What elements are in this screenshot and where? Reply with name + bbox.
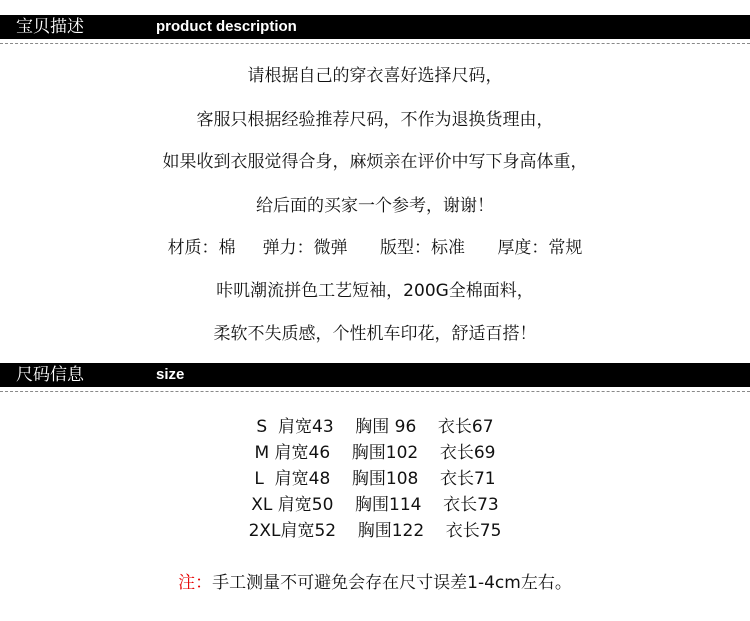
description-line-6: 咔叽潮流拼色工艺短袖，200G全棉面料， bbox=[216, 281, 534, 301]
description-line-7: 柔软不失质感，个性机车印花，舒适百搭！ bbox=[213, 324, 537, 344]
description-line-2: 客服只根据经验推荐尺码，不作为退换货理由， bbox=[196, 110, 554, 130]
product-description-title-cn: 宝贝描述 bbox=[16, 17, 84, 37]
product-description-title-en: product description bbox=[156, 18, 297, 35]
size-row-xl: XL 肩宽50 胸围114 衣长73 bbox=[251, 495, 499, 515]
description-line-3: 如果收到衣服觉得合身，麻烦亲在评价中写下身高体重， bbox=[162, 152, 588, 172]
product-description-divider bbox=[0, 43, 750, 44]
product-description-header bbox=[0, 15, 750, 39]
measurement-note bbox=[0, 571, 750, 595]
material-specs-line: 材质：棉 弹力：微弹 版型：标准 厚度：常规 bbox=[167, 238, 583, 258]
size-row-s: S 肩宽43 胸围 96 衣长67 bbox=[256, 417, 494, 437]
size-info-title-en: size bbox=[156, 366, 185, 383]
note-text: 手工测量不可避免会存在尺寸误差1-4cm左右。 bbox=[212, 573, 572, 593]
description-line-1: 请根据自己的穿衣喜好选择尺码， bbox=[247, 66, 503, 86]
size-row-m: M 肩宽46 胸围102 衣长69 bbox=[254, 443, 496, 463]
note-lead: 注： bbox=[178, 573, 213, 593]
size-info-title-cn: 尺码信息 bbox=[16, 365, 84, 385]
size-row-l: L 肩宽48 胸围108 衣长71 bbox=[254, 469, 496, 489]
size-info-divider bbox=[0, 391, 750, 392]
description-line-4: 给后面的买家一个参考，谢谢！ bbox=[256, 196, 494, 216]
size-row-2xl: 2XL肩宽52 胸围122 衣长75 bbox=[248, 521, 502, 541]
size-info-header bbox=[0, 363, 750, 387]
